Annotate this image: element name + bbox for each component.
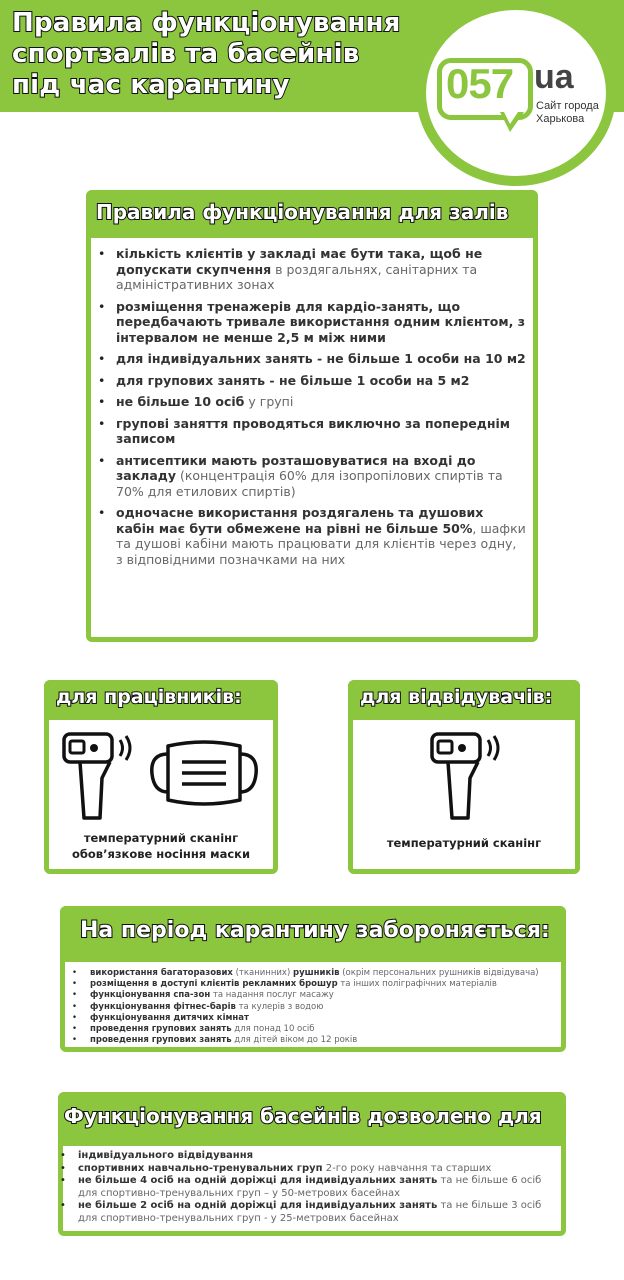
workers-caption-line-2: обов’язкове носіння маски xyxy=(71,847,251,861)
rule-bold: функціонування фітнес-барів xyxy=(90,1001,236,1012)
rule-bold: спортивних навчально-тренувальних груп xyxy=(78,1162,323,1174)
pools-title: Функціонування басейнів дозволено для xyxy=(64,1104,542,1128)
list-item xyxy=(116,453,526,500)
rule-bold: проведення групових занять xyxy=(90,1035,232,1046)
logo-subtitle-line-2: Харькова xyxy=(536,113,585,125)
thermometer-gun-icon xyxy=(428,728,504,824)
rule-light: , шафки та душові кабіни мають працювати для клієнтів через одну, з відповідними позначками на них xyxy=(116,520,526,567)
workers-title: для працівників: xyxy=(56,686,242,708)
list-item xyxy=(116,394,526,410)
list-item xyxy=(78,1163,558,1176)
logo-suffix[interactable]: ua xyxy=(534,58,574,96)
rule-bold: кількість клієнтів у закладі має бути така, щоб не допускати скупчення xyxy=(116,246,483,277)
rule-bold: проведення групових занять xyxy=(90,1024,232,1035)
pools-list xyxy=(78,1150,558,1226)
rule-bold: розміщення тренажерів для кардіо-занять, що передбачають тривале використання одним клієнтом, з інтервалом не менше 2,5 м між ними xyxy=(116,298,525,345)
rule-light: та не більше 3 осіб для спортивно-тренувальних груп - у 25-метрових басейнах xyxy=(78,1200,542,1224)
rule-bold: антисептики мають розташовуватися на вході до закладу xyxy=(116,452,476,483)
logo-bubble-tail-inner xyxy=(504,112,518,124)
rule-bold: індивідуального відвідування xyxy=(78,1150,254,1161)
list-item xyxy=(90,968,558,979)
rule-light: для понад 10 осіб xyxy=(231,1024,315,1035)
rule-bold: функціонування спа-зон xyxy=(90,990,211,1001)
title-line-2: спортзалів та басейнів xyxy=(12,39,360,69)
list-item xyxy=(116,505,526,567)
rule-bold: рушників xyxy=(292,968,340,978)
list-item xyxy=(90,1035,558,1046)
list-item xyxy=(90,990,558,1001)
rule-light: 2-го року навчання та старших xyxy=(322,1162,492,1174)
workers-caption xyxy=(44,830,278,862)
list-item xyxy=(90,1002,558,1013)
list-item xyxy=(78,1175,558,1200)
prohibited-title: На період карантину забороняється: xyxy=(80,918,550,943)
thermometer-gun-icon xyxy=(60,728,136,824)
list-item xyxy=(78,1150,558,1163)
list-item xyxy=(90,979,558,990)
rule-light: та інших поліграфічних матеріалів xyxy=(337,979,497,990)
rule-bold: функціонування дитячих кімнат xyxy=(90,1012,249,1023)
gym-rules-list xyxy=(116,246,526,567)
rule-light: (окрім персональних рушників відвідувача) xyxy=(339,968,539,978)
list-item xyxy=(116,416,526,447)
title-line-1: Правила функціонування xyxy=(12,8,401,38)
logo-subtitle-line-1: Сайт города xyxy=(536,100,599,112)
page-title xyxy=(12,8,432,101)
list-item xyxy=(116,351,526,367)
rule-light: та кулерів з водою xyxy=(235,1001,324,1012)
rule-bold: розміщення в доступі клієнтів рекламних брошур xyxy=(90,979,338,990)
rule-light: та надання послуг масажу xyxy=(210,990,334,1001)
rule-bold: для групових занять - не більше 1 особи на 5 м2 xyxy=(116,372,470,388)
list-item xyxy=(116,373,526,389)
prohibited-list xyxy=(90,968,558,1046)
list-item xyxy=(116,246,526,293)
rule-bold: не більше 2 осіб на одній доріжці для індивідуальних занять xyxy=(78,1200,438,1212)
rule-bold: не більше 10 осіб xyxy=(116,394,245,409)
list-item xyxy=(90,1024,558,1035)
gym-rules-title: Правила функціонування для залів xyxy=(96,200,509,224)
rule-light: в роздягальнях, санітарних та адміністративних зонах xyxy=(116,261,478,292)
rule-bold: не більше 4 осіб на одній доріжці для індивідуальних занять xyxy=(78,1175,438,1187)
title-line-3: під час карантину xyxy=(12,70,290,100)
rule-light: (концентрація 60% для ізопропілових спиртів та 70% для етилових спиртів) xyxy=(116,468,503,499)
visitors-caption: температурний сканінг xyxy=(386,836,542,850)
visitors-title: для відвідувачів: xyxy=(360,686,553,708)
rule-light: для дітей віком до 12 років xyxy=(231,1035,358,1046)
list-item xyxy=(90,1013,558,1024)
rule-light: та не більше 6 осіб для спортивно-тренувальних груп – у 50-метрових басейнах xyxy=(78,1175,542,1199)
rule-light: у групі xyxy=(244,394,294,409)
logo-subtitle xyxy=(536,100,616,126)
face-mask-icon xyxy=(148,740,260,806)
rule-bold: для індивідуальних занять - не більше 1 особи на 10 м2 xyxy=(116,351,526,366)
list-item xyxy=(78,1200,558,1225)
rule-light: (тканинних) xyxy=(232,968,293,978)
rule-bold: одночасне використання роздягалень та душових кабін має бути обмежене на рівні не більше 50% xyxy=(116,505,484,536)
list-item xyxy=(116,299,526,346)
rule-bold: групові заняття проводяться виключно за попереднім записом xyxy=(116,415,511,446)
workers-caption-line-1: температурний сканінг xyxy=(83,831,239,845)
rule-bold: використання багаторазових xyxy=(90,968,233,978)
logo-number[interactable]: 057 xyxy=(446,60,514,107)
